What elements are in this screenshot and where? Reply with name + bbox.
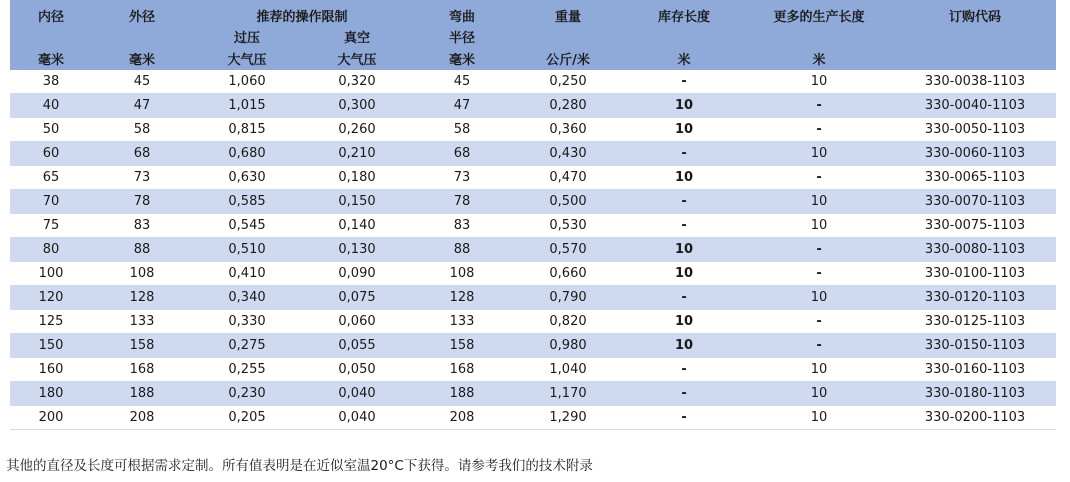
cell-outer-diameter: 158 [92,334,192,358]
table-row [10,190,1056,214]
cell-vacuum: 0,075 [302,286,412,310]
cell-weight: 0,820 [512,310,624,334]
cell-vacuum: 0,040 [302,406,412,430]
unit-atm: 大气压 [337,52,377,68]
cell-overpressure: 0,230 [192,382,302,406]
cell-inner-diameter: 100 [10,262,92,286]
cell-order-code: 330-0100-1103 [894,262,1056,286]
cell-production-length: - [744,118,894,142]
cell-weight: 0,470 [512,166,624,190]
cell-vacuum: 0,060 [302,310,412,334]
header-overpressure: 过压 [233,30,260,46]
cell-production-length: 10 [744,382,894,406]
cell-vacuum: 0,320 [302,70,412,94]
cell-production-length: 10 [744,214,894,238]
cell-bend-radius: 208 [412,406,512,430]
cell-weight: 0,360 [512,118,624,142]
cell-order-code: 330-0070-1103 [894,190,1056,214]
cell-vacuum: 0,040 [302,382,412,406]
unit-atm: 大气压 [227,52,267,68]
cell-stock-length: - [624,190,744,214]
header-sub [512,26,624,46]
cell-vacuum: 0,210 [302,142,412,166]
cell-vacuum: 0,150 [302,190,412,214]
cell-production-length: 10 [744,142,894,166]
cell-overpressure: 0,340 [192,286,302,310]
header-outer-diameter: 外径 [128,9,155,25]
unit-kg-per-m: 公斤/米 [546,52,590,68]
cell-stock-length: - [624,382,744,406]
cell-bend-radius: 158 [412,334,512,358]
cell-weight: 1,290 [512,406,624,430]
cell-overpressure: 0,815 [192,118,302,142]
header-bend-radius: 弯曲 [449,9,476,25]
cell-production-length: - [744,238,894,262]
cell-bend-radius: 83 [412,214,512,238]
cell-overpressure: 0,680 [192,142,302,166]
cell-stock-length: 10 [624,334,744,358]
cell-order-code: 330-0120-1103 [894,286,1056,310]
cell-outer-diameter: 133 [92,310,192,334]
cell-outer-diameter: 108 [92,262,192,286]
cell-inner-diameter: 180 [10,382,92,406]
table-row [10,70,1056,94]
cell-order-code: 330-0180-1103 [894,382,1056,406]
cell-vacuum: 0,260 [302,118,412,142]
cell-production-length: 10 [744,286,894,310]
cell-inner-diameter: 70 [10,190,92,214]
cell-overpressure: 0,585 [192,190,302,214]
cell-stock-length: - [624,214,744,238]
unit-m: 米 [812,52,826,68]
cell-outer-diameter: 88 [92,238,192,262]
unit-m: 米 [677,52,691,68]
header-row-1 [10,0,1056,26]
table-row [10,214,1056,238]
cell-vacuum: 0,130 [302,238,412,262]
cell-inner-diameter: 200 [10,406,92,430]
table-row [10,334,1056,358]
cell-order-code: 330-0065-1103 [894,166,1056,190]
cell-outer-diameter: 58 [92,118,192,142]
cell-outer-diameter: 83 [92,214,192,238]
cell-stock-length: - [624,358,744,382]
cell-overpressure: 0,255 [192,358,302,382]
cell-inner-diameter: 40 [10,94,92,118]
cell-bend-radius: 68 [412,142,512,166]
header-sub [744,26,894,46]
table-row [10,286,1056,310]
cell-inner-diameter: 65 [10,166,92,190]
header-radius: 半径 [449,30,476,46]
cell-bend-radius: 47 [412,94,512,118]
cell-stock-length: 10 [624,262,744,286]
cell-production-length: - [744,94,894,118]
cell-bend-radius: 58 [412,118,512,142]
table-row [10,310,1056,334]
table-row [10,94,1056,118]
cell-weight: 0,660 [512,262,624,286]
cell-inner-diameter: 38 [10,70,92,94]
table-row [10,406,1056,430]
cell-overpressure: 0,545 [192,214,302,238]
cell-inner-diameter: 150 [10,334,92,358]
unit-empty [894,46,1056,70]
table-row [10,238,1056,262]
cell-overpressure: 0,630 [192,166,302,190]
cell-stock-length: - [624,406,744,430]
cell-inner-diameter: 60 [10,142,92,166]
cell-weight: 0,280 [512,94,624,118]
table-row [10,358,1056,382]
cell-order-code: 330-0038-1103 [894,70,1056,94]
table-header [10,0,1056,70]
cell-weight: 0,570 [512,238,624,262]
cell-overpressure: 0,275 [192,334,302,358]
table-row [10,118,1056,142]
header-operating-limits: 推荐的操作限制 [256,9,348,25]
cell-outer-diameter: 78 [92,190,192,214]
cell-bend-radius: 188 [412,382,512,406]
cell-outer-diameter: 208 [92,406,192,430]
header-row-2 [10,26,1056,46]
cell-bend-radius: 168 [412,358,512,382]
cell-production-length: 10 [744,70,894,94]
cell-vacuum: 0,055 [302,334,412,358]
header-stock-length: 库存长度 [658,9,711,25]
table-row [10,166,1056,190]
cell-inner-diameter: 50 [10,118,92,142]
table-row [10,382,1056,406]
cell-production-length: 10 [744,358,894,382]
cell-outer-diameter: 73 [92,166,192,190]
cell-vacuum: 0,300 [302,94,412,118]
cell-production-length: - [744,334,894,358]
cell-inner-diameter: 120 [10,286,92,310]
table-body [10,70,1056,430]
cell-bend-radius: 108 [412,262,512,286]
cell-vacuum: 0,140 [302,214,412,238]
cell-weight: 0,980 [512,334,624,358]
cell-order-code: 330-0160-1103 [894,358,1056,382]
cell-outer-diameter: 188 [92,382,192,406]
cell-bend-radius: 88 [412,238,512,262]
header-sub [10,26,92,46]
header-sub [92,26,192,46]
spec-table-container [10,0,1056,430]
header-weight: 重量 [555,9,582,25]
cell-vacuum: 0,180 [302,166,412,190]
header-vacuum: 真空 [344,30,371,46]
cell-production-length: 10 [744,406,894,430]
cell-overpressure: 1,015 [192,94,302,118]
cell-order-code: 330-0075-1103 [894,214,1056,238]
header-order-code: 订购代码 [949,9,1002,25]
unit-mm: 毫米 [128,52,155,68]
cell-inner-diameter: 125 [10,310,92,334]
cell-bend-radius: 78 [412,190,512,214]
cell-order-code: 330-0040-1103 [894,94,1056,118]
header-sub [624,26,744,46]
cell-weight: 1,170 [512,382,624,406]
table-row [10,262,1056,286]
cell-stock-length: 10 [624,118,744,142]
cell-bend-radius: 128 [412,286,512,310]
header-inner-diameter: 内径 [37,9,64,25]
header-units-row [10,46,1056,70]
cell-weight: 1,040 [512,358,624,382]
cell-order-code: 330-0080-1103 [894,238,1056,262]
cell-stock-length: 10 [624,94,744,118]
cell-order-code: 330-0200-1103 [894,406,1056,430]
cell-overpressure: 0,510 [192,238,302,262]
cell-order-code: 330-0050-1103 [894,118,1056,142]
cell-outer-diameter: 128 [92,286,192,310]
cell-weight: 0,250 [512,70,624,94]
cell-weight: 0,790 [512,286,624,310]
header-sub [894,26,1056,46]
cell-stock-length: - [624,142,744,166]
cell-vacuum: 0,090 [302,262,412,286]
cell-overpressure: 0,410 [192,262,302,286]
cell-stock-length: - [624,70,744,94]
table-row [10,142,1056,166]
cell-weight: 0,500 [512,190,624,214]
cell-inner-diameter: 80 [10,238,92,262]
header-production-length: 更多的生产长度 [773,9,865,25]
cell-overpressure: 1,060 [192,70,302,94]
cell-production-length: - [744,166,894,190]
cell-bend-radius: 45 [412,70,512,94]
cell-bend-radius: 73 [412,166,512,190]
cell-outer-diameter: 168 [92,358,192,382]
cell-production-length: 10 [744,190,894,214]
cell-overpressure: 0,330 [192,310,302,334]
cell-stock-length: - [624,286,744,310]
cell-vacuum: 0,050 [302,358,412,382]
cell-stock-length: 10 [624,238,744,262]
footnote: 其他的直径及长度可根据需求定制。所有值表明是在近似室温20°C下获得。请参考我们的技术附录 [6,458,593,474]
cell-production-length: - [744,310,894,334]
cell-overpressure: 0,205 [192,406,302,430]
cell-bend-radius: 133 [412,310,512,334]
hose-spec-table [10,0,1056,430]
cell-order-code: 330-0060-1103 [894,142,1056,166]
cell-inner-diameter: 75 [10,214,92,238]
cell-production-length: - [744,262,894,286]
cell-outer-diameter: 45 [92,70,192,94]
cell-weight: 0,430 [512,142,624,166]
cell-order-code: 330-0125-1103 [894,310,1056,334]
cell-outer-diameter: 47 [92,94,192,118]
unit-mm: 毫米 [37,52,64,68]
cell-stock-length: 10 [624,310,744,334]
cell-inner-diameter: 160 [10,358,92,382]
cell-order-code: 330-0150-1103 [894,334,1056,358]
unit-mm: 毫米 [449,52,476,68]
cell-stock-length: 10 [624,166,744,190]
cell-outer-diameter: 68 [92,142,192,166]
cell-weight: 0,530 [512,214,624,238]
